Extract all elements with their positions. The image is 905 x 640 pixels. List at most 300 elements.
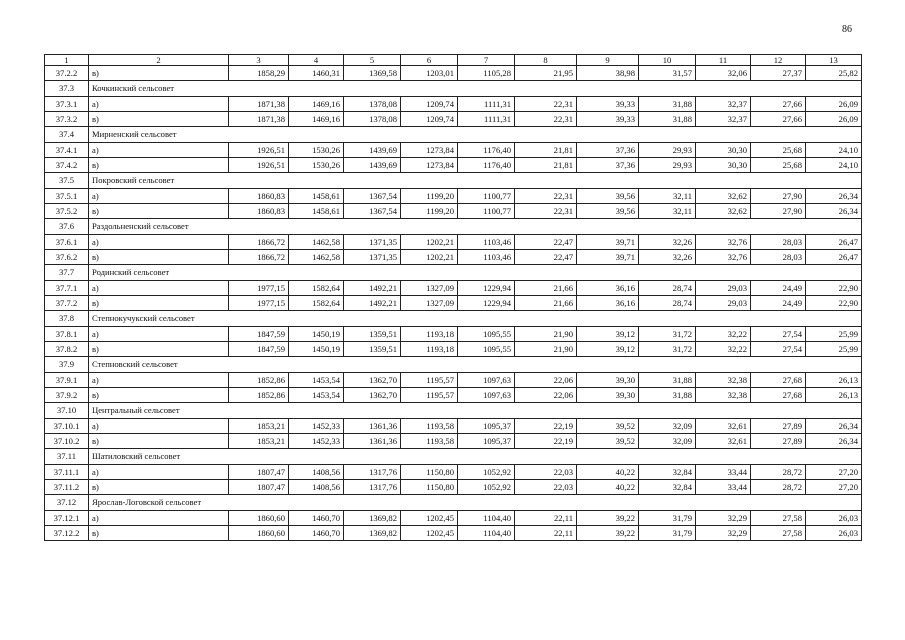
header-cell: 3 (229, 55, 289, 66)
value-cell: 1462,58 (289, 235, 344, 250)
value-cell: 27,20 (806, 480, 862, 495)
value-cell: 21,90 (515, 342, 577, 357)
row-subitem: в) (89, 204, 229, 219)
value-cell: 32,62 (696, 204, 751, 219)
value-cell: 31,88 (639, 373, 696, 388)
row-code: 37.7.1 (45, 281, 89, 296)
value-cell: 24,10 (806, 143, 862, 158)
section-name: Ярослав-Логовской сельсовет (89, 495, 862, 511)
value-cell: 28,74 (639, 296, 696, 311)
value-cell: 27,20 (806, 465, 862, 480)
value-cell: 28,74 (639, 281, 696, 296)
section-name: Центральный сельсовет (89, 403, 862, 419)
header-row (45, 55, 862, 66)
value-cell: 31,88 (639, 112, 696, 127)
value-cell: 1052,92 (458, 480, 515, 495)
value-cell: 1860,83 (229, 189, 289, 204)
value-cell: 1202,21 (401, 235, 458, 250)
value-cell: 1847,59 (229, 327, 289, 342)
value-cell: 26,13 (806, 388, 862, 403)
value-cell: 28,72 (751, 480, 806, 495)
value-cell: 1462,58 (289, 250, 344, 265)
value-cell: 1367,54 (344, 204, 401, 219)
value-cell: 1926,51 (229, 143, 289, 158)
value-cell: 28,72 (751, 465, 806, 480)
value-cell: 32,06 (696, 66, 751, 81)
section-name: Покровский сельсовет (89, 173, 862, 189)
value-cell: 1095,55 (458, 342, 515, 357)
value-cell: 29,93 (639, 158, 696, 173)
value-cell: 1460,70 (289, 526, 344, 541)
value-cell: 28,03 (751, 235, 806, 250)
value-cell: 22,19 (515, 434, 577, 449)
row-code: 37.8.1 (45, 327, 89, 342)
value-cell: 32,37 (696, 97, 751, 112)
value-cell: 39,22 (577, 526, 639, 541)
row-subitem: в) (89, 250, 229, 265)
value-cell: 1327,09 (401, 296, 458, 311)
section-row (45, 311, 862, 327)
value-cell: 22,19 (515, 419, 577, 434)
value-cell: 1530,26 (289, 143, 344, 158)
row-code: 37.3.2 (45, 112, 89, 127)
table-row (45, 296, 862, 311)
value-cell: 26,34 (806, 204, 862, 219)
value-cell: 1866,72 (229, 250, 289, 265)
value-cell: 26,34 (806, 419, 862, 434)
value-cell: 32,09 (639, 419, 696, 434)
value-cell: 25,82 (806, 66, 862, 81)
value-cell: 27,58 (751, 526, 806, 541)
value-cell: 24,49 (751, 296, 806, 311)
value-cell: 27,37 (751, 66, 806, 81)
value-cell: 38,98 (577, 66, 639, 81)
value-cell: 40,22 (577, 480, 639, 495)
value-cell: 1193,58 (401, 434, 458, 449)
value-cell: 32,26 (639, 235, 696, 250)
value-cell: 39,71 (577, 250, 639, 265)
value-cell: 1369,82 (344, 511, 401, 526)
row-subitem: а) (89, 465, 229, 480)
row-code: 37.12.2 (45, 526, 89, 541)
table-row (45, 97, 862, 112)
row-code: 37.8.2 (45, 342, 89, 357)
value-cell: 1807,47 (229, 480, 289, 495)
value-cell: 21,66 (515, 281, 577, 296)
value-cell: 21,66 (515, 296, 577, 311)
value-cell: 1176,40 (458, 143, 515, 158)
section-row (45, 173, 862, 189)
header-cell: 2 (89, 55, 229, 66)
row-code: 37.7.2 (45, 296, 89, 311)
section-name: Шатиловский сельсовет (89, 449, 862, 465)
section-code: 37.10 (45, 403, 89, 419)
value-cell: 39,52 (577, 419, 639, 434)
header-cell: 9 (577, 55, 639, 66)
header-cell: 13 (806, 55, 862, 66)
value-cell: 37,36 (577, 143, 639, 158)
header-cell: 6 (401, 55, 458, 66)
row-subitem: а) (89, 281, 229, 296)
value-cell: 1853,21 (229, 419, 289, 434)
value-cell: 25,99 (806, 327, 862, 342)
row-code: 37.10.1 (45, 419, 89, 434)
row-code: 37.4.1 (45, 143, 89, 158)
value-cell: 1111,31 (458, 112, 515, 127)
value-cell: 1439,69 (344, 143, 401, 158)
value-cell: 1209,74 (401, 97, 458, 112)
value-cell: 31,88 (639, 388, 696, 403)
value-cell: 1582,64 (289, 296, 344, 311)
value-cell: 1367,54 (344, 189, 401, 204)
header-cell: 4 (289, 55, 344, 66)
value-cell: 24,10 (806, 158, 862, 173)
value-cell: 1199,20 (401, 189, 458, 204)
value-cell: 1369,82 (344, 526, 401, 541)
value-cell: 27,90 (751, 204, 806, 219)
row-subitem: а) (89, 419, 229, 434)
value-cell: 1371,35 (344, 235, 401, 250)
value-cell: 22,90 (806, 281, 862, 296)
row-code: 37.6.2 (45, 250, 89, 265)
header-cell: 7 (458, 55, 515, 66)
row-subitem: а) (89, 235, 229, 250)
value-cell: 31,79 (639, 526, 696, 541)
value-cell: 1450,19 (289, 342, 344, 357)
table-row (45, 388, 862, 403)
value-cell: 1317,76 (344, 480, 401, 495)
value-cell: 1176,40 (458, 158, 515, 173)
section-row (45, 449, 862, 465)
value-cell: 1469,16 (289, 97, 344, 112)
value-cell: 1361,36 (344, 419, 401, 434)
section-code: 37.9 (45, 357, 89, 373)
value-cell: 22,90 (806, 296, 862, 311)
value-cell: 32,09 (639, 434, 696, 449)
section-row (45, 357, 862, 373)
value-cell: 1453,54 (289, 388, 344, 403)
table-row (45, 511, 862, 526)
table-row (45, 189, 862, 204)
value-cell: 1095,37 (458, 419, 515, 434)
section-row (45, 81, 862, 97)
value-cell: 1199,20 (401, 204, 458, 219)
value-cell: 26,34 (806, 434, 862, 449)
value-cell: 22,03 (515, 480, 577, 495)
value-cell: 26,34 (806, 189, 862, 204)
value-cell: 32,11 (639, 189, 696, 204)
row-code: 37.5.2 (45, 204, 89, 219)
table-row (45, 143, 862, 158)
value-cell: 1193,58 (401, 419, 458, 434)
value-cell: 22,31 (515, 112, 577, 127)
value-cell: 27,58 (751, 511, 806, 526)
value-cell: 22,06 (515, 373, 577, 388)
table-row (45, 419, 862, 434)
value-cell: 1193,18 (401, 342, 458, 357)
value-cell: 31,72 (639, 327, 696, 342)
section-code: 37.5 (45, 173, 89, 189)
row-code: 37.9.2 (45, 388, 89, 403)
value-cell: 1469,16 (289, 112, 344, 127)
section-name: Степнокучукский сельсовет (89, 311, 862, 327)
value-cell: 1492,21 (344, 296, 401, 311)
value-cell: 22,06 (515, 388, 577, 403)
value-cell: 1097,63 (458, 388, 515, 403)
section-row (45, 127, 862, 143)
value-cell: 22,31 (515, 189, 577, 204)
row-code: 37.5.1 (45, 189, 89, 204)
value-cell: 1105,28 (458, 66, 515, 81)
table-row (45, 112, 862, 127)
row-subitem: а) (89, 327, 229, 342)
table-row (45, 526, 862, 541)
table-row (45, 158, 862, 173)
section-row (45, 265, 862, 281)
value-cell: 31,88 (639, 97, 696, 112)
value-cell: 1860,60 (229, 526, 289, 541)
value-cell: 1866,72 (229, 235, 289, 250)
value-cell: 1229,94 (458, 296, 515, 311)
value-cell: 1361,36 (344, 434, 401, 449)
value-cell: 1858,29 (229, 66, 289, 81)
row-code: 37.12.1 (45, 511, 89, 526)
value-cell: 22,11 (515, 511, 577, 526)
row-subitem: а) (89, 143, 229, 158)
value-cell: 32,84 (639, 480, 696, 495)
value-cell: 39,33 (577, 112, 639, 127)
value-cell: 1852,86 (229, 373, 289, 388)
value-cell: 1095,37 (458, 434, 515, 449)
value-cell: 25,99 (806, 342, 862, 357)
value-cell: 1977,15 (229, 296, 289, 311)
value-cell: 1369,58 (344, 66, 401, 81)
section-name: Раздольненский сельсовет (89, 219, 862, 235)
value-cell: 1100,77 (458, 204, 515, 219)
value-cell: 1860,83 (229, 204, 289, 219)
row-code: 37.2.2 (45, 66, 89, 81)
row-subitem: в) (89, 342, 229, 357)
value-cell: 22,47 (515, 250, 577, 265)
value-cell: 26,47 (806, 250, 862, 265)
value-cell: 27,66 (751, 97, 806, 112)
row-subitem: в) (89, 526, 229, 541)
value-cell: 21,81 (515, 143, 577, 158)
value-cell: 1439,69 (344, 158, 401, 173)
value-cell: 22,31 (515, 204, 577, 219)
row-subitem: в) (89, 158, 229, 173)
value-cell: 32,62 (696, 189, 751, 204)
value-cell: 32,84 (639, 465, 696, 480)
value-cell: 1150,80 (401, 465, 458, 480)
row-code: 37.11.2 (45, 480, 89, 495)
section-row (45, 403, 862, 419)
value-cell: 32,22 (696, 327, 751, 342)
section-name: Степновский сельсовет (89, 357, 862, 373)
row-subitem: в) (89, 66, 229, 81)
value-cell: 39,30 (577, 373, 639, 388)
value-cell: 1378,08 (344, 112, 401, 127)
value-cell: 25,68 (751, 158, 806, 173)
row-subitem: а) (89, 97, 229, 112)
value-cell: 1460,31 (289, 66, 344, 81)
value-cell: 1273,84 (401, 143, 458, 158)
value-cell: 32,38 (696, 388, 751, 403)
row-code: 37.6.1 (45, 235, 89, 250)
header-cell: 8 (515, 55, 577, 66)
value-cell: 27,89 (751, 419, 806, 434)
value-cell: 1209,74 (401, 112, 458, 127)
value-cell: 26,09 (806, 97, 862, 112)
value-cell: 1202,21 (401, 250, 458, 265)
row-subitem: в) (89, 296, 229, 311)
value-cell: 1871,38 (229, 97, 289, 112)
value-cell: 27,90 (751, 189, 806, 204)
row-subitem: а) (89, 189, 229, 204)
value-cell: 1458,61 (289, 189, 344, 204)
value-cell: 1103,46 (458, 250, 515, 265)
value-cell: 31,72 (639, 342, 696, 357)
table-row (45, 235, 862, 250)
header-cell: 5 (344, 55, 401, 66)
value-cell: 1359,51 (344, 342, 401, 357)
value-cell: 1203,01 (401, 66, 458, 81)
value-cell: 1378,08 (344, 97, 401, 112)
value-cell: 1317,76 (344, 465, 401, 480)
value-cell: 32,11 (639, 204, 696, 219)
value-cell: 1926,51 (229, 158, 289, 173)
value-cell: 37,36 (577, 158, 639, 173)
table-row (45, 373, 862, 388)
value-cell: 30,30 (696, 143, 751, 158)
value-cell: 1193,18 (401, 327, 458, 342)
table-row (45, 281, 862, 296)
value-cell: 1458,61 (289, 204, 344, 219)
value-cell: 1582,64 (289, 281, 344, 296)
value-cell: 39,22 (577, 511, 639, 526)
value-cell: 32,26 (639, 250, 696, 265)
value-cell: 22,31 (515, 97, 577, 112)
value-cell: 36,16 (577, 296, 639, 311)
value-cell: 1452,33 (289, 434, 344, 449)
value-cell: 29,93 (639, 143, 696, 158)
value-cell: 1095,55 (458, 327, 515, 342)
value-cell: 27,54 (751, 342, 806, 357)
value-cell: 1103,46 (458, 235, 515, 250)
value-cell: 1273,84 (401, 158, 458, 173)
section-code: 37.3 (45, 81, 89, 97)
value-cell: 33,44 (696, 465, 751, 480)
value-cell: 39,12 (577, 342, 639, 357)
value-cell: 26,09 (806, 112, 862, 127)
table-row (45, 204, 862, 219)
value-cell: 27,89 (751, 434, 806, 449)
header-cell: 11 (696, 55, 751, 66)
value-cell: 21,95 (515, 66, 577, 81)
value-cell: 1371,35 (344, 250, 401, 265)
table-row (45, 434, 862, 449)
value-cell: 1229,94 (458, 281, 515, 296)
value-cell: 40,22 (577, 465, 639, 480)
value-cell: 32,29 (696, 526, 751, 541)
section-code: 37.6 (45, 219, 89, 235)
value-cell: 29,03 (696, 281, 751, 296)
value-cell: 1195,57 (401, 388, 458, 403)
value-cell: 1097,63 (458, 373, 515, 388)
value-cell: 1052,92 (458, 465, 515, 480)
value-cell: 1460,70 (289, 511, 344, 526)
section-code: 37.11 (45, 449, 89, 465)
section-code: 37.12 (45, 495, 89, 511)
table-row (45, 250, 862, 265)
section-code: 37.8 (45, 311, 89, 327)
value-cell: 32,37 (696, 112, 751, 127)
value-cell: 32,76 (696, 250, 751, 265)
value-cell: 22,47 (515, 235, 577, 250)
value-cell: 1977,15 (229, 281, 289, 296)
table-row (45, 66, 862, 81)
value-cell: 32,22 (696, 342, 751, 357)
value-cell: 39,71 (577, 235, 639, 250)
value-cell: 28,03 (751, 250, 806, 265)
value-cell: 22,03 (515, 465, 577, 480)
section-row (45, 495, 862, 511)
row-subitem: а) (89, 373, 229, 388)
value-cell: 32,29 (696, 511, 751, 526)
row-code: 37.4.2 (45, 158, 89, 173)
value-cell: 1450,19 (289, 327, 344, 342)
value-cell: 1860,60 (229, 511, 289, 526)
header-cell: 12 (751, 55, 806, 66)
value-cell: 1359,51 (344, 327, 401, 342)
value-cell: 39,56 (577, 204, 639, 219)
value-cell: 26,03 (806, 511, 862, 526)
row-code: 37.10.2 (45, 434, 89, 449)
value-cell: 1202,45 (401, 511, 458, 526)
value-cell: 39,52 (577, 434, 639, 449)
table-row (45, 327, 862, 342)
table-row (45, 480, 862, 495)
value-cell: 1104,40 (458, 511, 515, 526)
value-cell: 24,49 (751, 281, 806, 296)
page-number: 86 (842, 24, 852, 35)
value-cell: 27,68 (751, 388, 806, 403)
value-cell: 21,90 (515, 327, 577, 342)
row-subitem: в) (89, 112, 229, 127)
tariff-table (44, 54, 862, 541)
row-subitem: в) (89, 434, 229, 449)
value-cell: 1847,59 (229, 342, 289, 357)
value-cell: 32,61 (696, 419, 751, 434)
row-subitem: в) (89, 388, 229, 403)
row-subitem: а) (89, 511, 229, 526)
value-cell: 1408,56 (289, 480, 344, 495)
value-cell: 36,16 (577, 281, 639, 296)
value-cell: 1202,45 (401, 526, 458, 541)
value-cell: 27,66 (751, 112, 806, 127)
row-code: 37.9.1 (45, 373, 89, 388)
section-row (45, 219, 862, 235)
section-code: 37.4 (45, 127, 89, 143)
value-cell: 1362,70 (344, 373, 401, 388)
value-cell: 31,79 (639, 511, 696, 526)
value-cell: 1100,77 (458, 189, 515, 204)
value-cell: 25,68 (751, 143, 806, 158)
value-cell: 30,30 (696, 158, 751, 173)
section-code: 37.7 (45, 265, 89, 281)
value-cell: 1453,54 (289, 373, 344, 388)
value-cell: 29,03 (696, 296, 751, 311)
